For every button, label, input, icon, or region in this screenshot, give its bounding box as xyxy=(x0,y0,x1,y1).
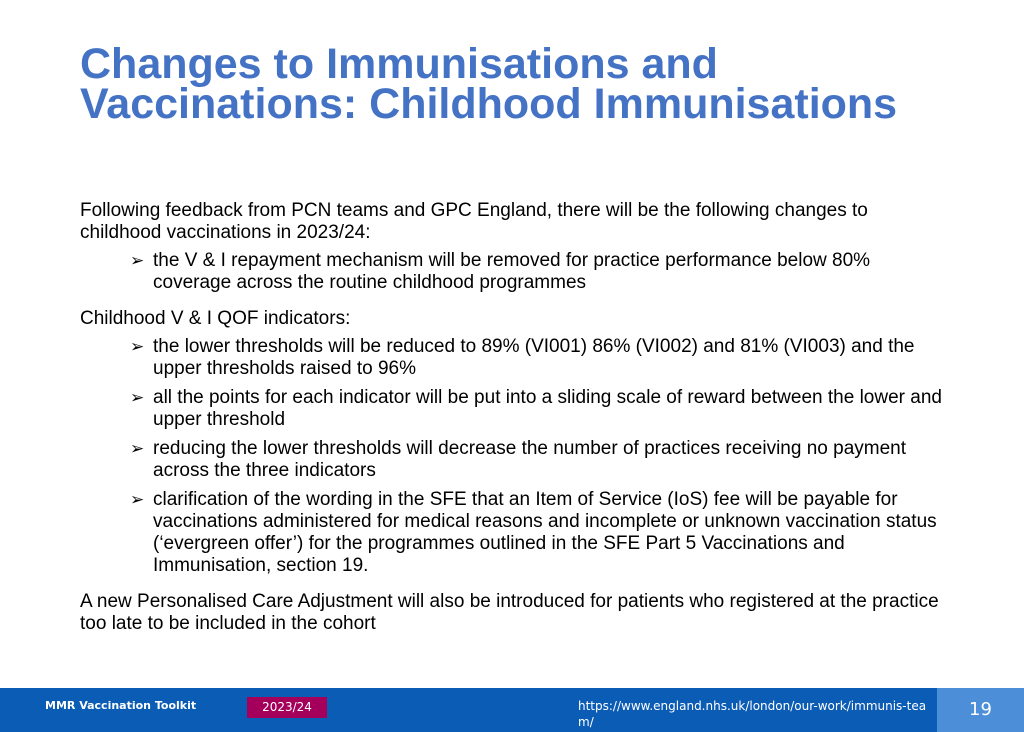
bullet-text: all the points for each indicator will be put into a sliding scale of reward between the lower and upper threshold xyxy=(153,387,942,430)
year-badge: 2023/24 xyxy=(247,697,327,718)
slide-title: Changes to Immunisations and Vaccinations: Childhood Immunisations xyxy=(80,40,898,128)
footer-url: https://www.england.nhs.uk/london/our-work/immunis-team/ xyxy=(578,699,927,729)
qof-bullet-list xyxy=(80,336,950,577)
list-item xyxy=(130,387,950,431)
intro-text: Following feedback from PCN teams and GPC England, there will be the following changes to childhood vaccinations in 2023/24: xyxy=(80,200,868,243)
toolkit-name: MMR Vaccination Toolkit xyxy=(45,699,197,712)
page-number: 19 xyxy=(937,688,1024,732)
closing-text: A new Personalised Care Adjustment will also be introduced for patients who registered at the practice too late to be included in the cohort xyxy=(80,591,939,634)
slide-footer xyxy=(0,688,1024,732)
slide-content xyxy=(80,200,950,647)
list-item xyxy=(130,489,950,577)
bullet-text: reducing the lower thresholds will decrease the number of practices receiving no payment across the three indicators xyxy=(153,438,907,481)
bullet-text: the lower thresholds will be reduced to 89% (VI001) 86% (VI002) and 81% (VI003) and the upper thresholds raised to 96% xyxy=(153,336,915,379)
bullet-text: clarification of the wording in the SFE that an Item of Service (IoS) fee will be payable for vaccinations administered for medical reasons and incomplete or unknown vaccination status (‘evergreen offer’) for the programmes outlined in the SFE Part 5 Vaccinations and Immunisation, section 19. xyxy=(153,489,937,576)
arrow-bullet-icon: ➢ xyxy=(130,251,145,270)
arrow-bullet-icon: ➢ xyxy=(130,337,145,356)
bullet-text: the V & I repayment mechanism will be removed for practice performance below 80% coverage across the routine childhood programmes xyxy=(153,250,871,293)
list-item xyxy=(130,250,950,294)
arrow-bullet-icon: ➢ xyxy=(130,490,145,509)
qof-heading: Childhood V & I QOF indicators: xyxy=(80,308,351,329)
list-item xyxy=(130,336,950,380)
list-item xyxy=(130,438,950,482)
arrow-bullet-icon: ➢ xyxy=(130,388,145,407)
intro-bullet-list xyxy=(80,250,950,294)
arrow-bullet-icon: ➢ xyxy=(130,439,145,458)
